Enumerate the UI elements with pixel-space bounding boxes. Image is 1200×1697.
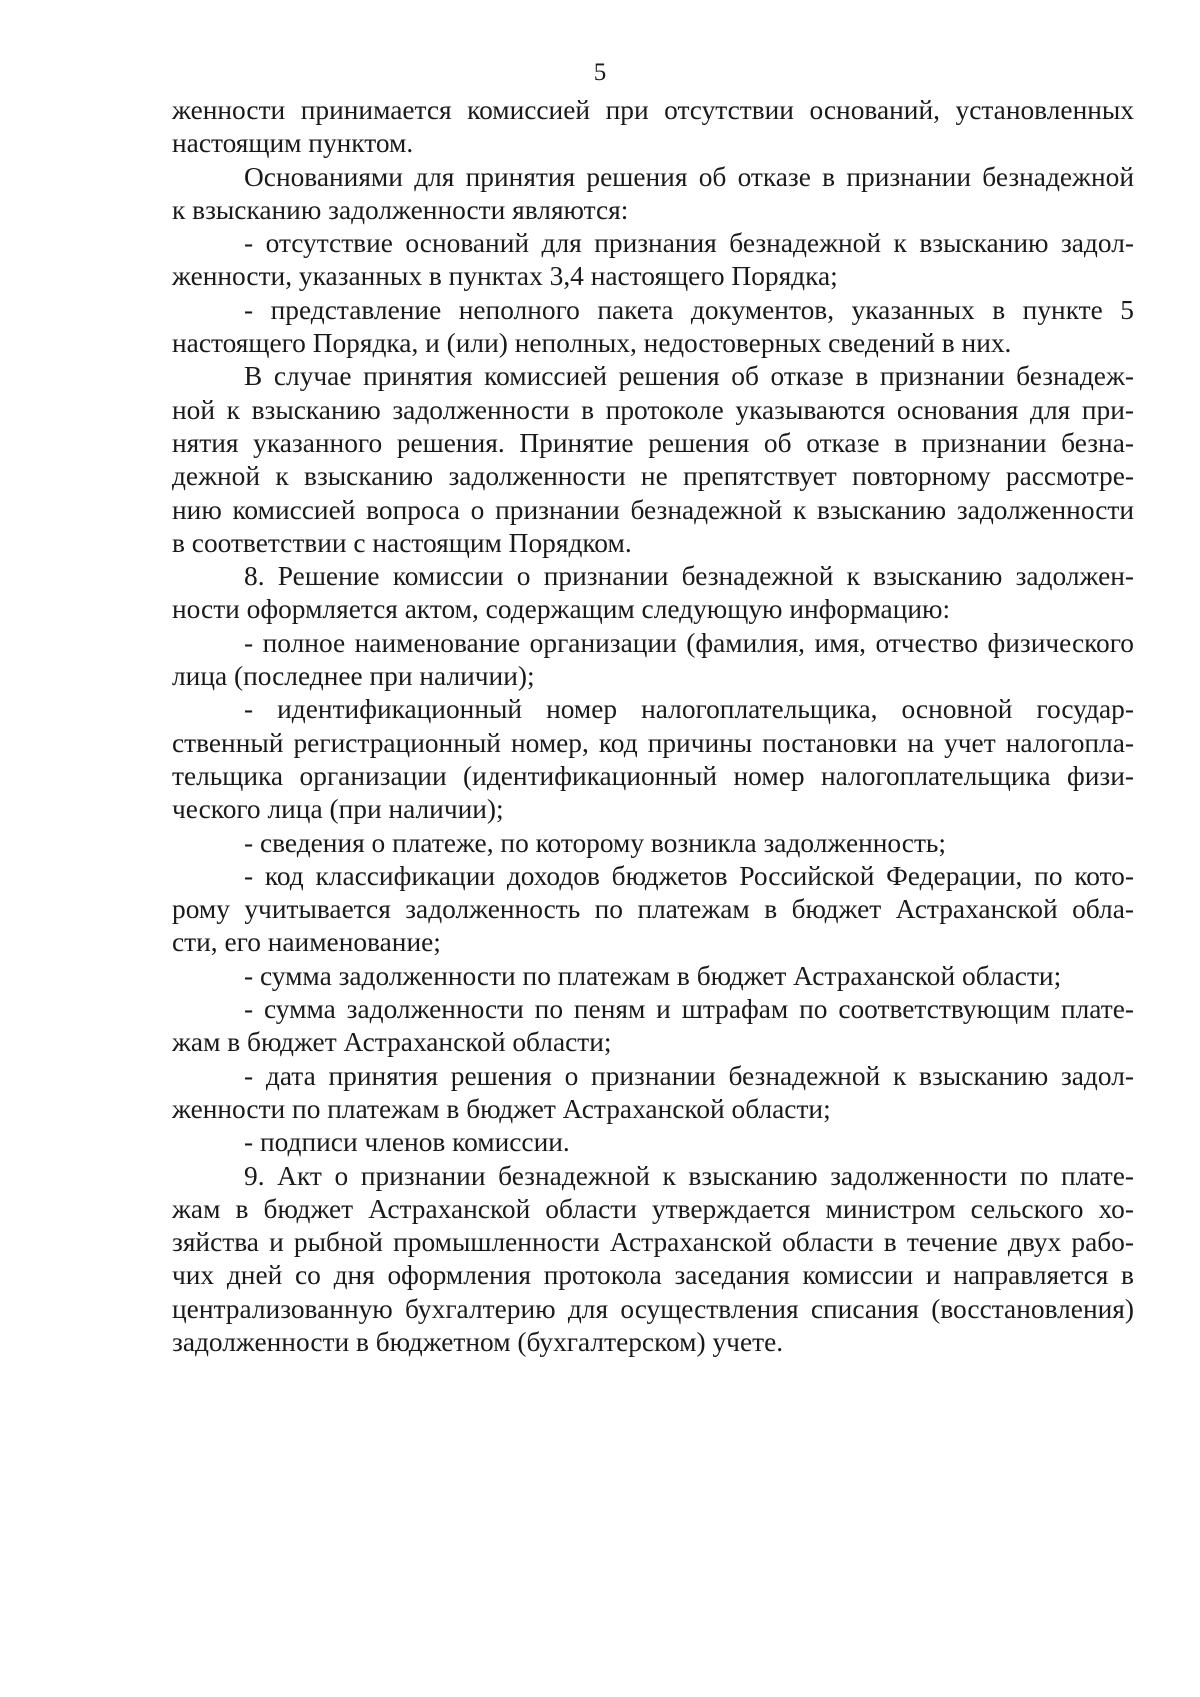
- text-line: женности, указанных в пунктах 3,4 настоящего Порядка;: [172, 261, 838, 292]
- text-line: лица (последнее при наличии);: [172, 661, 535, 692]
- text-line: В случае принятия комиссией решения об отказе в признании безнадеж-: [244, 361, 1134, 392]
- text-line: настоящим пунктом.: [172, 128, 414, 159]
- text-line: 8. Решение комиссии о признании безнадежной к взысканию задолжен-: [244, 561, 1134, 592]
- document-body: [172, 94, 1134, 1359]
- text-line: - код классификации доходов бюджетов Российской Федерации, по кото-: [244, 860, 1134, 891]
- text-line: жам в бюджет Астраханской области;: [172, 1027, 612, 1058]
- text-line: женности принимается комиссией при отсутствии оснований, установленных: [172, 95, 1134, 125]
- text-line: настоящего Порядка, и (или) неполных, недостоверных сведений в них.: [172, 328, 1012, 359]
- text-line: ной к взысканию задолженности в протоколе указываются основания для при-: [172, 394, 1134, 425]
- text-line: - подписи членов комиссии.: [244, 1127, 570, 1158]
- text-line: нятия указанного решения. Принятие решения об отказе в признании безна-: [172, 427, 1134, 458]
- text-line: зяйства и рыбной промышленности Астраханской области в течение двух рабо-: [172, 1227, 1134, 1258]
- text-line: женности по платежам в бюджет Астраханской области;: [172, 1093, 831, 1124]
- text-line: нию комиссией вопроса о признании безнадежной к взысканию задолженности: [172, 494, 1134, 525]
- text-line: дежной к взысканию задолженности не препятствует повторному рассмотре-: [172, 461, 1134, 492]
- text-line: - сумма задолженности по пеням и штрафам по соответствующим плате-: [244, 994, 1134, 1025]
- text-line: ности оформляется актом, содержащим следующую информацию:: [172, 594, 951, 625]
- text-line: сти, его наименование;: [172, 927, 441, 958]
- text-line: Основаниями для принятия решения об отказе в признании безнадежной: [244, 161, 1134, 192]
- text-line: централизованную бухгалтерию для осуществления списания (восстановления): [172, 1293, 1134, 1324]
- text-line: - отсутствие оснований для признания безнадежной к взысканию задол-: [244, 228, 1134, 259]
- text-line: 9. Акт о признании безнадежной к взысканию задолженности по плате-: [244, 1160, 1134, 1191]
- text-line: чих дней со дня оформления протокола заседания комиссии и направляется в: [172, 1260, 1134, 1291]
- text-line: ческого лица (при наличии);: [172, 794, 504, 825]
- text-line: к взысканию задолженности являются:: [172, 194, 629, 225]
- text-line: в соответствии с настоящим Порядком.: [172, 527, 632, 558]
- text-line: ственный регистрационный номер, код причины постановки на учет налогопла-: [172, 727, 1134, 758]
- text-line: жам в бюджет Астраханской области утверждается министром сельского хо-: [172, 1193, 1134, 1224]
- text-line: - полное наименование организации (фамилия, имя, отчество физического: [244, 627, 1134, 658]
- text-line: - дата принятия решения о признании безнадежной к взысканию задол-: [244, 1060, 1134, 1091]
- text-line: тельщика организации (идентификационный номер налогоплательщика физи-: [172, 760, 1134, 791]
- text-line: задолженности в бюджетном (бухгалтерском) учете.: [172, 1326, 784, 1357]
- text-line: - идентификационный номер налогоплательщика, основной государ-: [244, 694, 1134, 725]
- page-number: 5: [593, 59, 607, 86]
- text-line: - сведения о платеже, по которому возникла задолженность;: [244, 827, 947, 858]
- text-line: рому учитывается задолженность по платежам в бюджет Астраханской обла-: [172, 894, 1134, 925]
- text-line: - сумма задолженности по платежам в бюджет Астраханской области;: [244, 960, 1062, 991]
- text-line: - представление неполного пакета документов, указанных в пункте 5: [244, 294, 1134, 325]
